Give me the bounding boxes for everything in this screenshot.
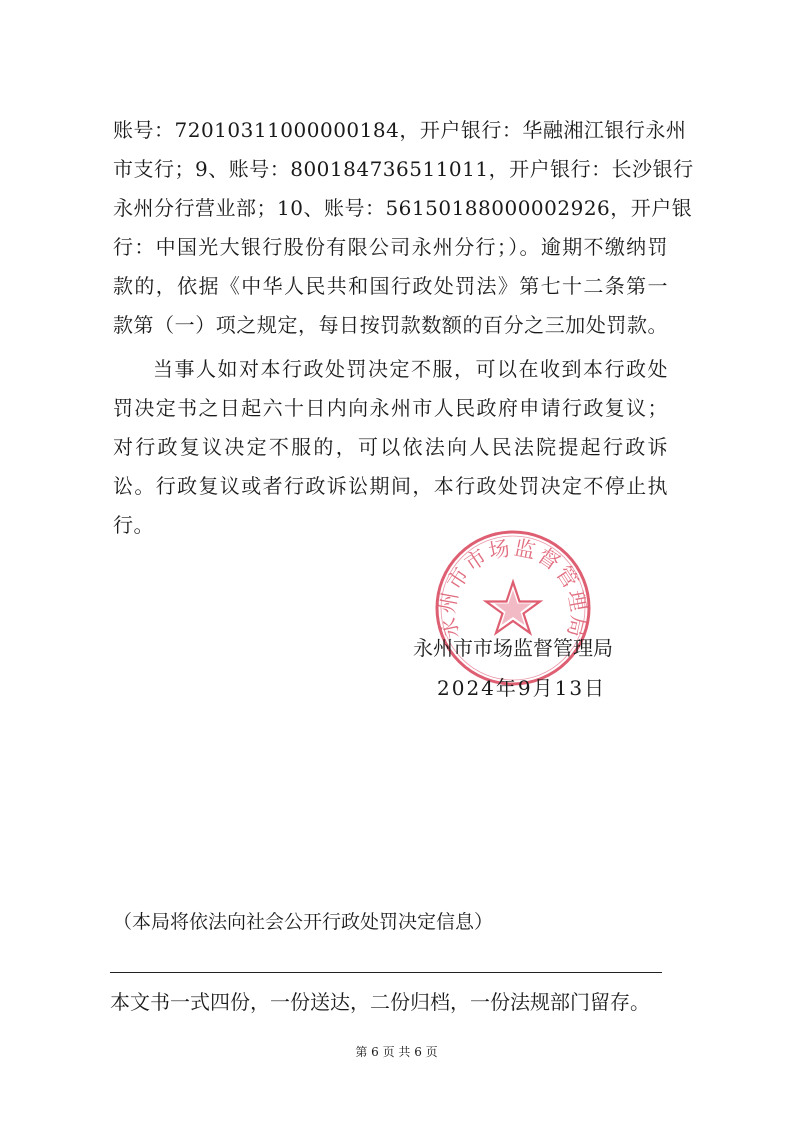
appeal-line-5: 行。	[113, 513, 154, 537]
appeal-line-1: 当事人如对本行政处罚决定不服，可以在收到本行政处	[153, 357, 668, 381]
page-number: 第 6 页 共 6 页	[355, 1045, 438, 1059]
disclosure-note: （本局将依法向社会公开行政处罚决定信息）	[113, 911, 494, 933]
distribution-note: 本文书一式四份，一份送达，二份归档，一份法规部门留存。	[110, 990, 650, 1014]
body-line-6: 款第（一）项之规定，每日按罚款数额的百分之三加处罚款。	[113, 313, 668, 337]
body-line-2: 市支行；9、账号：800184736511011，开户银行：长沙银行	[113, 157, 694, 181]
body-line-4: 行：中国光大银行股份有限公司永州分行；）。逾期不缴纳罚	[113, 235, 668, 259]
official-seal-icon	[433, 528, 593, 688]
body-line-5: 款的，依据《中华人民共和国行政处罚法》第七十二条第一	[113, 274, 668, 298]
issue-date: 2024年9月13日	[437, 676, 607, 700]
issuing-organization: 永州市市场监督管理局	[413, 636, 613, 660]
appeal-line-3: 对行政复议决定不服的，可以依法向人民法院提起行政诉	[113, 435, 668, 459]
svg-text:永州市市场监督管理局: 永州市市场监督管理局	[435, 535, 591, 642]
appeal-line-2: 罚决定书之日起六十日内向永州市人民政府申请行政复议；	[113, 396, 668, 420]
body-line-1: 账号：72010311000000184，开户银行：华融湘江银行永州	[113, 118, 687, 142]
appeal-line-4: 讼。行政复议或者行政诉讼期间，本行政处罚决定不停止执	[113, 474, 668, 498]
body-line-3: 永州分行营业部；10、账号：56150188000002926，开户银	[113, 196, 693, 220]
footer-divider	[110, 972, 662, 973]
